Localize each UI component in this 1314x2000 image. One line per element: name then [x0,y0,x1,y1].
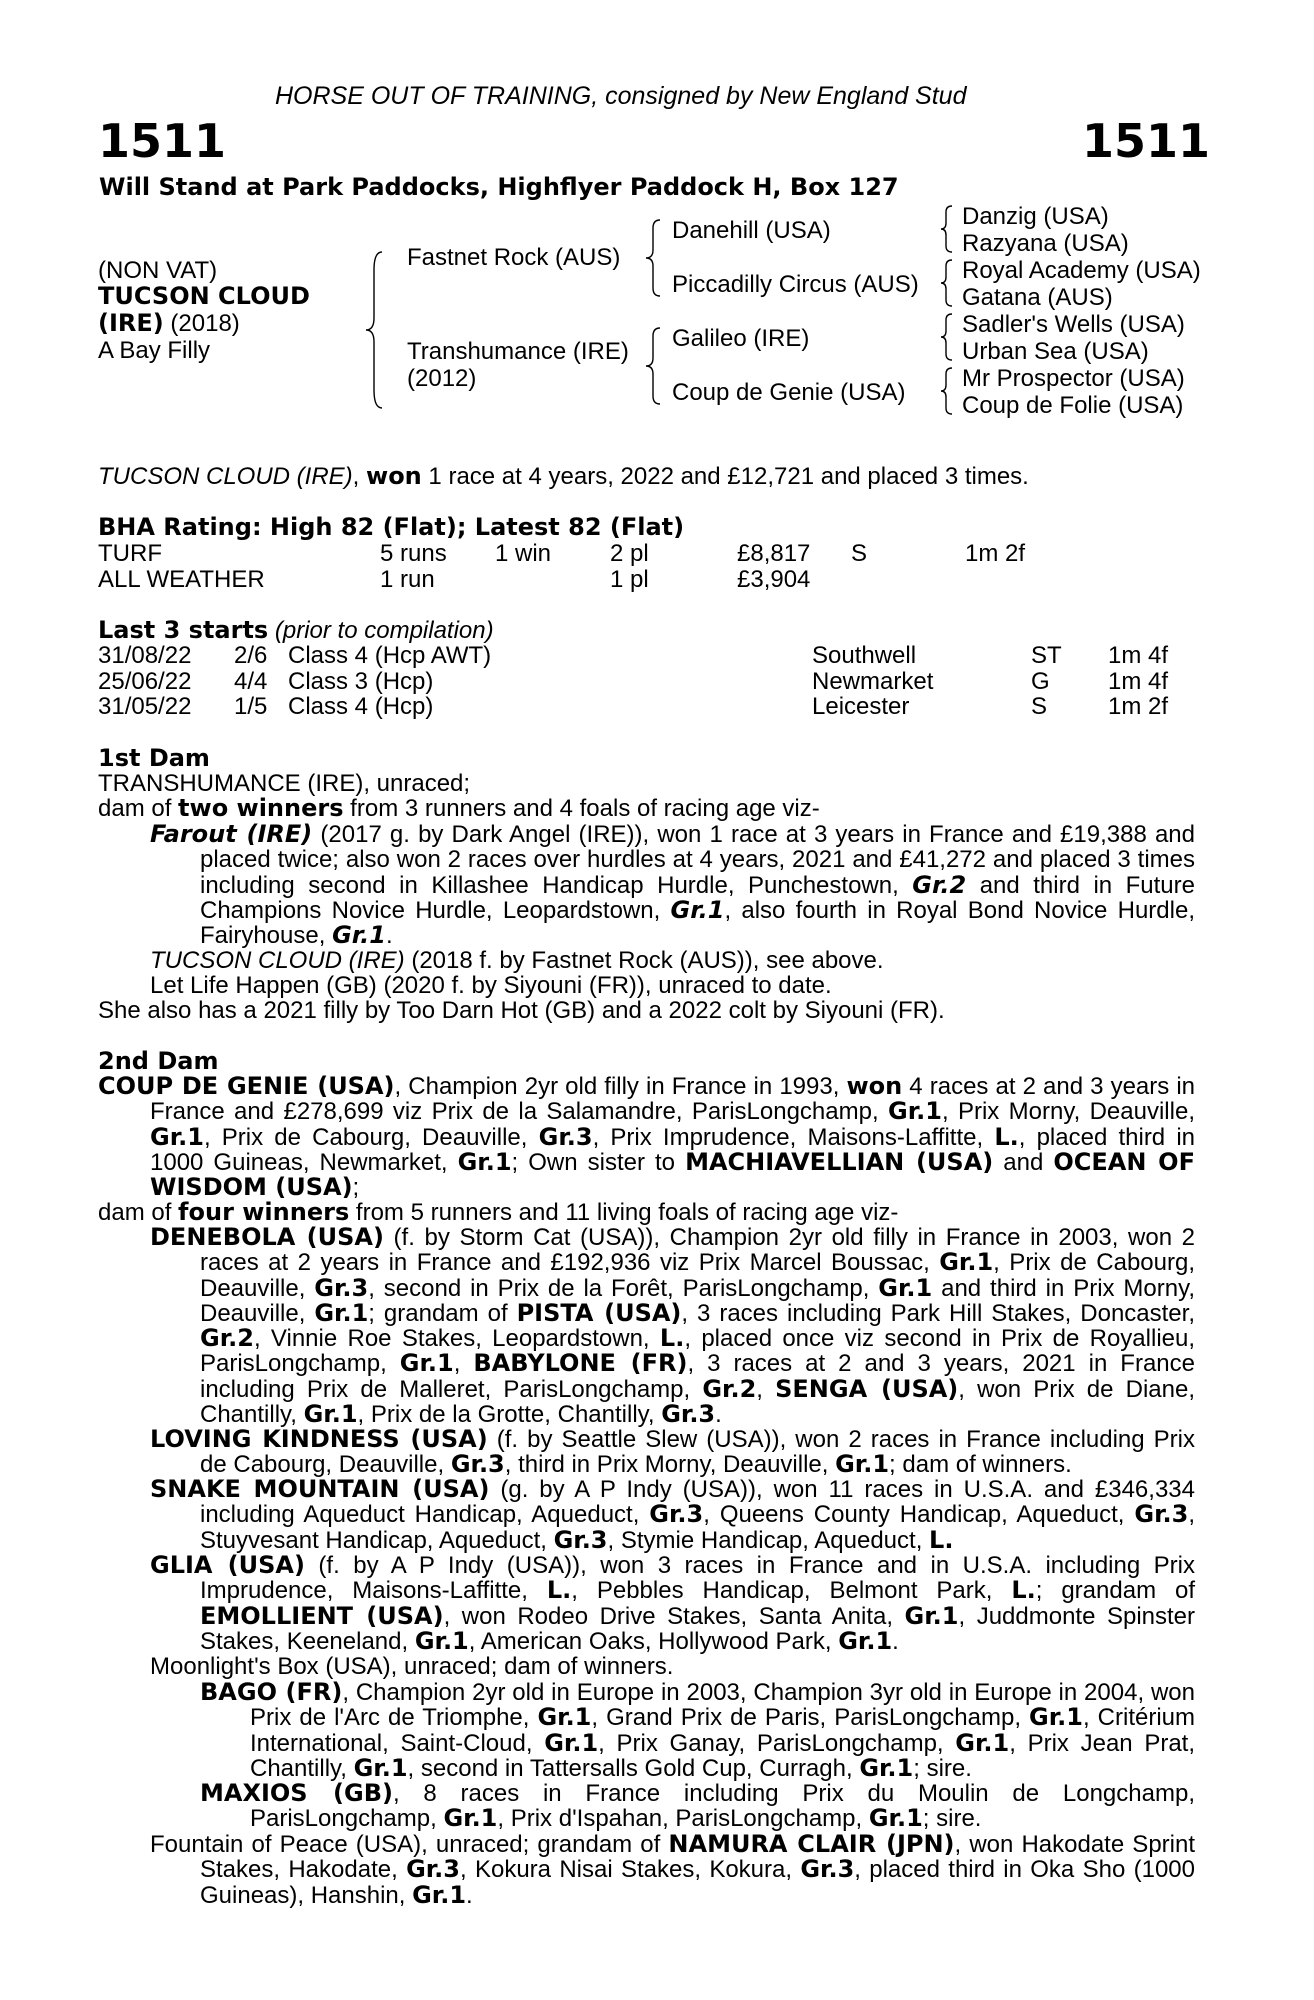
consignor-line: HORSE OUT OF TRAINING, consigned by New England Stud [275,82,967,110]
text: (g. by A P Indy (USA)), won 11 races in U.S.A. and £346,334 including Aqueduct Handicap, Aqueduct, [200,1476,1195,1529]
first-dam-line: TRANSHUMANCE (IRE), unraced; [98,770,471,797]
sibling-name: MACHIAVELLIAN (USA) [685,1147,994,1176]
grade: Gr.2 [200,1324,254,1353]
sire-sire: Danehill (USA) [672,217,831,244]
rating-wins: 1 win [495,540,552,567]
text: , 8 races in France including Prix du Moulin de Longchamp, ParisLongchamp, [250,1780,1195,1833]
text: , Stymie Handicap, Aqueduct, [607,1526,930,1554]
text: ; sire. [922,1805,982,1833]
rating-surface: TURF [98,540,162,567]
grade: Gr.1 [399,1349,454,1378]
text: , placed third in 1000 Guineas, Newmarket, [150,1123,1196,1176]
grand-produce-name: EMOLLIENT (USA) [200,1601,444,1630]
text: ; [352,1174,360,1202]
text: . [892,1627,899,1655]
text: (f. by A P Indy (USA)), won 3 races in France and in U.S.A. including Prix Imprudence, Maisons-Laffitte, [200,1552,1196,1605]
rating-runs: 1 run [380,566,435,593]
grade: Gr.3 [406,1855,460,1884]
lot-number-left: 1511 [98,114,227,168]
race-summary [98,464,1029,489]
text: , Pebbles Handicap, Belmont Park, [571,1577,1012,1605]
grade: Gr.1 [150,1122,204,1151]
text: ; sire. [913,1754,972,1782]
start-going: S [1031,693,1048,720]
text: ; grandam of [1035,1577,1195,1605]
grade: Gr.1 [457,1147,512,1176]
text: ; grandam of [368,1299,517,1327]
text: and third in Future Champions Novice Hurdle, Leopardstown, [200,871,1195,924]
rating-row-turf [0,541,1314,566]
rating-prize: £3,904 [737,566,811,593]
text: ; dam of winners. [889,1451,1072,1479]
last-start-row [0,643,1314,668]
grade: Gr.1 [955,1728,1010,1757]
rating-runs: 5 runs [380,540,447,567]
text: , second in Prix de la Forêt, ParisLongchamp, [368,1274,879,1302]
start-distance: 1m 4f [1108,642,1169,669]
second-dam-entry [98,1072,1196,1202]
produce-entry-snake-mountain [150,1475,1195,1554]
ancestor-g4-1: Danzig (USA) [962,203,1109,230]
dam-sire: Galileo (IRE) [672,325,810,352]
pedigree-bracket-main [370,250,390,410]
text: (2017 g. by Dark Angel (IRE)), won 1 race at 3 years in France and £19,388 and placed twice; also won 2 races over hurdles at 4 years, 2021 and £41,272 and placed 3 times including second in Killashee Handicap Hurdle, Punchestown, [200,821,1195,899]
produce-entry-tucson [150,948,884,973]
text: , won Hakodate Sprint Stakes, Hakodate, [200,1831,1195,1884]
rating-row-aw [0,567,1314,592]
text: , Prix d'Ispahan, ParisLongchamp, [497,1805,869,1833]
text: , second in Tattersalls Gold Cup, Curragh, [407,1754,860,1782]
grade: Gr.1 [332,921,386,950]
start-going: ST [1031,642,1062,669]
grand-produce-name: PISTA (USA) [516,1298,682,1327]
summary-record: 1 race at 4 years, 2022 and £12,721 and placed 3 times. [421,463,1029,490]
produce-entry-denebola [150,1223,1196,1429]
start-course: Southwell [812,642,917,669]
produce-name: Farout (IRE) [150,820,313,848]
last-starts-title: Last 3 starts [98,616,269,644]
text: , Vinnie Roe Stakes, Leopardstown, [253,1325,660,1353]
pedigree-bracket-g4-2 [940,258,958,308]
grade: Gr.1 [859,1753,914,1782]
text: . [386,922,393,950]
grade: Gr.2 [912,870,967,899]
horse-year: (2018) [163,310,240,337]
summary-sep: , [352,463,367,490]
text: , Grand Prix de Paris, ParisLongchamp, [591,1704,1030,1732]
lot-number-right: 1511 [1082,114,1211,168]
pedigree-bracket-g4-1 [940,204,958,254]
grand-produce-name: SENGA (USA) [775,1374,959,1403]
grade: Gr.1 [1029,1703,1083,1732]
grand-produce-name: BABYLONE (FR) [473,1349,688,1378]
sire-dam: Piccadilly Circus (AUS) [672,271,919,298]
produce-name: TUCSON CLOUD (IRE) [150,947,405,974]
rating-heading: BHA Rating: High 82 (Flat); Latest 82 (Flat) [98,513,685,541]
start-race: Class 4 (Hcp AWT) [288,642,492,669]
text: , 3 races including Park Hill Stakes, Doncaster, [681,1299,1195,1327]
produce-entry-moonlights-box: Moonlight's Box (USA), unraced; dam of winners. [150,1653,674,1680]
start-position: 2/6 [234,642,268,669]
text: , Prix de Cabourg, Deauville, [203,1123,539,1151]
text: . [466,1881,473,1909]
rating-distance: 1m 2f [965,540,1026,567]
text: from 3 runners and 4 foals of racing age viz- [343,795,820,822]
produce-name: DENEBOLA (USA) [150,1223,384,1251]
grand-produce-entry-bago [200,1678,1196,1782]
grade: Gr.1 [888,1097,942,1126]
grade: L. [546,1576,572,1605]
grade: Gr.1 [314,1298,369,1327]
text: , Prix Imprudence, Maisons-Laffitte, [592,1123,995,1151]
text: , also fourth in Royal Bond Novice Hurdle, Fairyhouse, [200,896,1195,950]
text: , placed third in Oka Sho (1000 Guineas), Hanshin, [200,1856,1195,1909]
grand-produce-name: NAMURA CLAIR (JPN) [668,1830,955,1858]
text: , third in Prix Morny, Deauville, [504,1451,836,1479]
start-course: Leicester [812,693,910,720]
dam-year: (2012) [407,365,477,392]
ancestor-g4-6: Urban Sea (USA) [962,338,1149,365]
grade: L. [1011,1576,1036,1605]
horse-country: (IRE) [98,309,164,337]
ancestor-g4-5: Sadler's Wells (USA) [962,311,1185,338]
grade: Gr.3 [538,1122,593,1151]
start-race: Class 3 (Hcp) [288,668,434,695]
last-start-row [0,669,1314,694]
rating-surface: ALL WEATHER [98,566,265,593]
last-starts-note: (prior to compilation) [268,617,494,644]
produce-name: BAGO (FR) [200,1678,343,1706]
grade: Gr.3 [1134,1500,1189,1529]
grade: Gr.3 [553,1525,608,1554]
text: , Juddmonte Spinster Stakes, Keeneland, [200,1602,1196,1655]
horse-name: TUCSON CLOUD [98,282,310,310]
text: Fountain of Peace (USA), unraced; grandam of [150,1831,669,1858]
rating-places: 2 pl [610,540,649,567]
text: , 3 races at 2 and 3 years, 2021 in France including Prix de Malleret, ParisLongchamp, [200,1350,1195,1403]
rating-places: 1 pl [610,566,649,593]
text: , Queens County Handicap, Aqueduct, [703,1501,1135,1529]
text: , American Oaks, Hollywood Park, [468,1627,839,1655]
summary-won: won [366,462,422,490]
summary-horse-name: TUCSON CLOUD (IRE) [98,463,353,490]
start-position: 1/5 [234,693,268,720]
grade: L. [659,1324,685,1353]
start-race: Class 4 (Hcp) [288,693,434,720]
grade: Gr.1 [904,1601,959,1630]
grade: Gr.1 [939,1248,994,1277]
produce-name: MAXIOS (GB) [200,1779,393,1807]
grade: Gr.1 [414,1626,469,1655]
grade: Gr.3 [661,1400,716,1429]
dam: Transhumance (IRE) [407,338,629,365]
text: (f. by Seattle Slew (USA)), won 2 races in France including Prix de Cabourg, Deauville, [200,1426,1195,1479]
sibling-name: OCEAN OF WISDOM (USA) [150,1147,1195,1202]
start-distance: 1m 2f [1108,693,1169,720]
text: , won Rodeo Drive Stakes, Santa Anita, [443,1602,905,1630]
grade: Gr.1 [303,1400,358,1429]
produce-entry-letlife: Let Life Happen (GB) (2020 f. by Siyouni (FR)), unraced to date. [150,972,832,999]
text: , Prix de Cabourg, Deauville, [200,1249,1195,1302]
last-starts-heading [98,618,494,643]
grade: Gr.1 [878,1273,933,1302]
start-going: G [1031,668,1050,695]
pedigree-bracket-g4-4 [940,366,958,416]
grade: Gr.1 [868,1804,923,1833]
grade: Gr.1 [412,1880,467,1909]
grade: Gr.1 [544,1728,599,1757]
rating-prize: £8,817 [737,540,811,567]
start-course: Newmarket [812,668,934,695]
grade: L. [929,1525,954,1554]
pedigree-bracket-g4-3 [940,312,958,362]
start-date: 31/08/22 [98,642,192,669]
produce-name: GLIA (USA) [150,1551,305,1579]
stand-location: Will Stand at Park Paddocks, Highflyer Paddock H, Box 127 [99,173,899,201]
ancestor-g4-7: Mr Prospector (USA) [962,365,1185,392]
winners-count: four winners [178,1198,350,1226]
start-position: 4/4 [234,668,268,695]
grade: Gr.1 [670,895,725,924]
text: 4 races at 2 and 3 years in France and £278,699 viz Prix de la Salamandre, ParisLongchamp, [150,1073,1196,1126]
second-dam-produce-line [98,1200,898,1225]
first-dam-also: She also has a 2021 filly by Too Darn Hot (GB) and a 2022 colt by Siyouni (FR). [98,997,945,1024]
start-date: 25/06/22 [98,668,192,695]
pedigree-bracket-sire [648,218,668,298]
won: won [846,1072,903,1100]
text: , [453,1350,474,1378]
text: , Prix Ganay, ParisLongchamp, [598,1729,956,1757]
produce-name: LOVING KINDNESS (USA) [150,1425,488,1453]
text: dam of [98,1199,179,1226]
text: , Kokura Nisai Stakes, Kokura, [460,1856,801,1884]
text: . [715,1401,722,1429]
text: (2018 f. by Fastnet Rock (AUS)), see above. [404,947,884,974]
second-dam-heading: 2nd Dam [98,1047,219,1075]
sire: Fastnet Rock (AUS) [407,244,621,271]
text: dam of [98,795,179,822]
text: , Prix Jean Prat, Chantilly, [250,1729,1196,1782]
grade: Gr.3 [450,1450,505,1479]
vat-status: (NON VAT) [98,257,218,284]
start-distance: 1m 4f [1108,668,1169,695]
grade: Gr.1 [443,1804,498,1833]
text: , Stuyvesant Handicap, Aqueduct, [200,1501,1195,1554]
produce-entry-farout [150,820,1195,950]
text: , won Prix de Diane, Chantilly, [200,1375,1195,1429]
grade: Gr.1 [353,1753,408,1782]
ancestor-g4-3: Royal Academy (USA) [962,257,1201,284]
text: ; Own sister to [511,1148,686,1176]
pedigree-bracket-dam [648,326,668,406]
text: , Prix de la Grotte, Chantilly, [357,1401,662,1429]
ancestor-g4-2: Razyana (USA) [962,230,1129,257]
dam-dam: Coup de Genie (USA) [672,379,906,406]
first-dam-heading: 1st Dam [98,744,210,772]
grade: L. [994,1122,1019,1151]
text: , Champion 2yr old in Europe in 2003, Champion 3yr old in Europe in 2004, won Prix de l'Arc de Triomphe, [250,1679,1195,1732]
grade: Gr.1 [537,1703,592,1732]
dam-name: COUP DE GENIE (USA) [98,1072,395,1100]
last-start-row [0,694,1314,719]
produce-entry-fountain-of-peace [150,1830,1195,1909]
text: , Champion 2yr old filly in France in 1993, [394,1073,847,1100]
grand-produce-entry-maxios [200,1779,1195,1833]
text: , Critérium International, Saint-Cloud, [250,1704,1196,1757]
produce-entry-loving-kindness [150,1425,1195,1479]
grade: Gr.1 [835,1450,890,1479]
grade: Gr.3 [314,1273,369,1302]
grade: Gr.3 [649,1500,704,1529]
grade: Gr.1 [838,1626,893,1655]
text: , Prix Morny, Deauville, [941,1098,1195,1126]
first-dam-produce-line [98,796,820,821]
text: (f. by Storm Cat (USA)), Champion 2yr old filly in France in 2003, won 2 races at 2 years in France and £192,936 viz Prix Marcel Boussac, [200,1224,1196,1277]
text: and third in Prix Morny, Deauville, [200,1274,1195,1327]
winners-count: two winners [178,794,344,822]
grade: Gr.2 [702,1374,757,1403]
produce-name: SNAKE MOUNTAIN (USA) [150,1475,490,1503]
text: and [993,1148,1054,1176]
start-date: 31/05/22 [98,693,192,720]
produce-entry-glia [150,1551,1196,1655]
grade: Gr.3 [800,1855,855,1884]
horse-description: A Bay Filly [98,337,211,364]
ancestor-g4-4: Gatana (AUS) [962,284,1113,311]
rating-going: S [851,540,868,567]
text: from 5 runners and 11 living foals of racing age viz- [349,1199,899,1226]
ancestor-g4-8: Coup de Folie (USA) [962,392,1184,419]
text: , placed once viz second in Prix de Royallieu, ParisLongchamp, [200,1325,1196,1378]
horse-country-year [98,311,240,336]
text: , [756,1375,776,1403]
